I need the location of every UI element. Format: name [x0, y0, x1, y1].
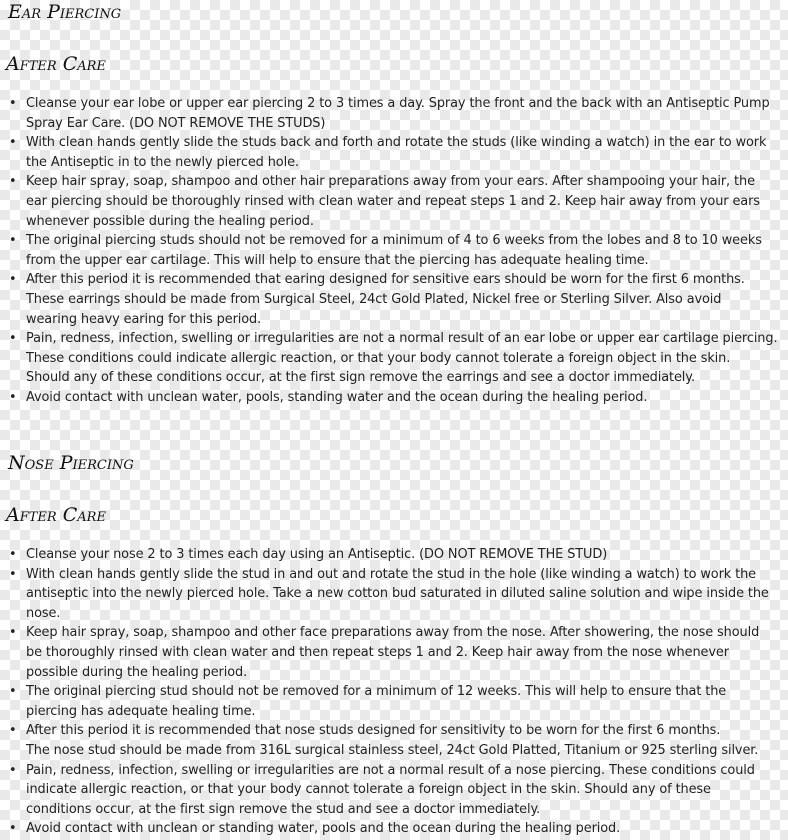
ear-aftercare-subtitle: After Care [6, 53, 106, 75]
ear-piercing-title: Ear Piercing [8, 1, 122, 23]
item-text-line: • With clean hands gently slide the stud in and out and rotate the stud in the hole (like winding a watch) to work the [26, 566, 757, 582]
item-text-line: from the upper ear cartilage. This will help to ensure that the piercing has adequate healing time. [26, 252, 649, 268]
item-text-line: • Cleanse your nose 2 to 3 times each day using an Antiseptic. (DO NOT REMOVE THE STUD) [26, 547, 608, 562]
ear-aftercare-item [0, 270, 788, 329]
item-text-line: • The original piercing studs should not be removed for a minimum of 4 to 6 weeks from the lobes and 8 to 10 weeks [26, 233, 762, 249]
ear-aftercare-item [0, 329, 788, 388]
nose-aftercare-item [0, 623, 788, 682]
item-text-line: Spray Ear Care. (DO NOT REMOVE THE STUDS) [26, 115, 326, 131]
item-text-line: • Avoid contact with unclean water, pools, standing water and the ocean during the healing period. [26, 389, 648, 405]
nose-aftercare-subtitle: After Care [6, 504, 106, 526]
item-text-line: indicate allergic reaction, or that your body cannot tolerate a foreign object in the skin. Should any of these [26, 782, 711, 798]
item-text-line: These conditions could indicate allergic reaction, or that your body cannot tolerate a foreign object in the skin. [26, 350, 731, 366]
nose-aftercare-list [0, 545, 788, 839]
nose-aftercare-item [0, 721, 788, 760]
item-text-line: • With clean hands gently slide the studs back and forth and rotate the studs (like winding a watch) in the ear to work [26, 135, 767, 151]
nose-aftercare-item [0, 819, 788, 839]
item-text-line: • After this period it is recommended that nose studs designed for sensitivity to be worn for the first 6 months. [26, 723, 721, 739]
ear-aftercare-item [0, 388, 788, 408]
item-text-line: ear piercing should be thoroughly rinsed with clean water and repeat steps 1 and 2. Keep hair away from your ears [26, 193, 760, 209]
item-text-line: Should any of these conditions occur, at the first sign remove the earrings and see a doctor immediately. [26, 370, 695, 386]
ear-aftercare-list [0, 94, 788, 408]
nose-aftercare-item [0, 761, 788, 820]
ear-aftercare-item [0, 133, 788, 172]
nose-aftercare-item [0, 682, 788, 721]
ear-aftercare-item [0, 172, 788, 231]
item-text-line: • Keep hair spray, soap, shampoo and other face preparations away from the nose. After showering, the nose should [26, 625, 760, 641]
item-text-line: possible during the healing period. [26, 664, 248, 680]
item-text-line: • Pain, redness, infection, swelling or irregularities are not a normal result of an ear lobe or upper ear cartilage piercing. [26, 331, 778, 347]
item-text-line: nose. [26, 605, 61, 621]
item-text-line: • Avoid contact with unclean or standing water, pools and the ocean during the healing period. [26, 821, 621, 837]
item-text-line: • Cleanse your ear lobe or upper ear piercing 2 to 3 times a day. Spray the front and the back with an Antiseptic Pump [26, 96, 770, 111]
nose-aftercare-item [0, 545, 788, 565]
nose-piercing-title: Nose Piercing [8, 452, 134, 474]
item-text-line: The nose stud should be made from 316L surgical stainless steel, 24ct Gold Platted, Titanium or 925 sterling silver. [26, 742, 759, 758]
item-text-line: be thoroughly rinsed with clean water and then repeat steps 1 and 2. Keep hair away from the nose whenever [26, 644, 729, 660]
item-text-line: • After this period it is recommended that earing designed for sensitive ears should be worn for the first 6 months. [26, 272, 745, 288]
item-text-line: wearing heavy earing for this period. [26, 311, 262, 327]
item-text-line: • Keep hair spray, soap, shampoo and other hair preparations away from your ears. After shampooing your hair, the [26, 174, 755, 190]
nose-aftercare-item [0, 565, 788, 624]
item-text-line: • Pain, redness, infection, swelling or irregularities are not a normal result of a nose piercing. These conditions could [26, 762, 755, 778]
ear-aftercare-item [0, 94, 788, 133]
item-text-line: piercing has adequate healing time. [26, 703, 256, 719]
item-text-line: • The original piercing stud should not be removed for a minimum of 12 weeks. This will help to ensure that the [26, 684, 727, 700]
item-text-line: conditions occur, at the first sign remove the stud and see a doctor immediately. [26, 801, 541, 817]
item-text-line: These earrings should be made from Surgical Steel, 24ct Gold Plated, Nickel free or Sterling Silver. Also avoid [26, 291, 722, 307]
item-text-line: the Antiseptic in to the newly pierced hole. [26, 154, 299, 170]
item-text-line: whenever possible during the healing period. [26, 213, 314, 229]
ear-aftercare-item [0, 231, 788, 270]
item-text-line: antiseptic into the newly pierced hole. Take a new cotton bud saturated in diluted saline solution and wipe inside the [26, 586, 769, 602]
